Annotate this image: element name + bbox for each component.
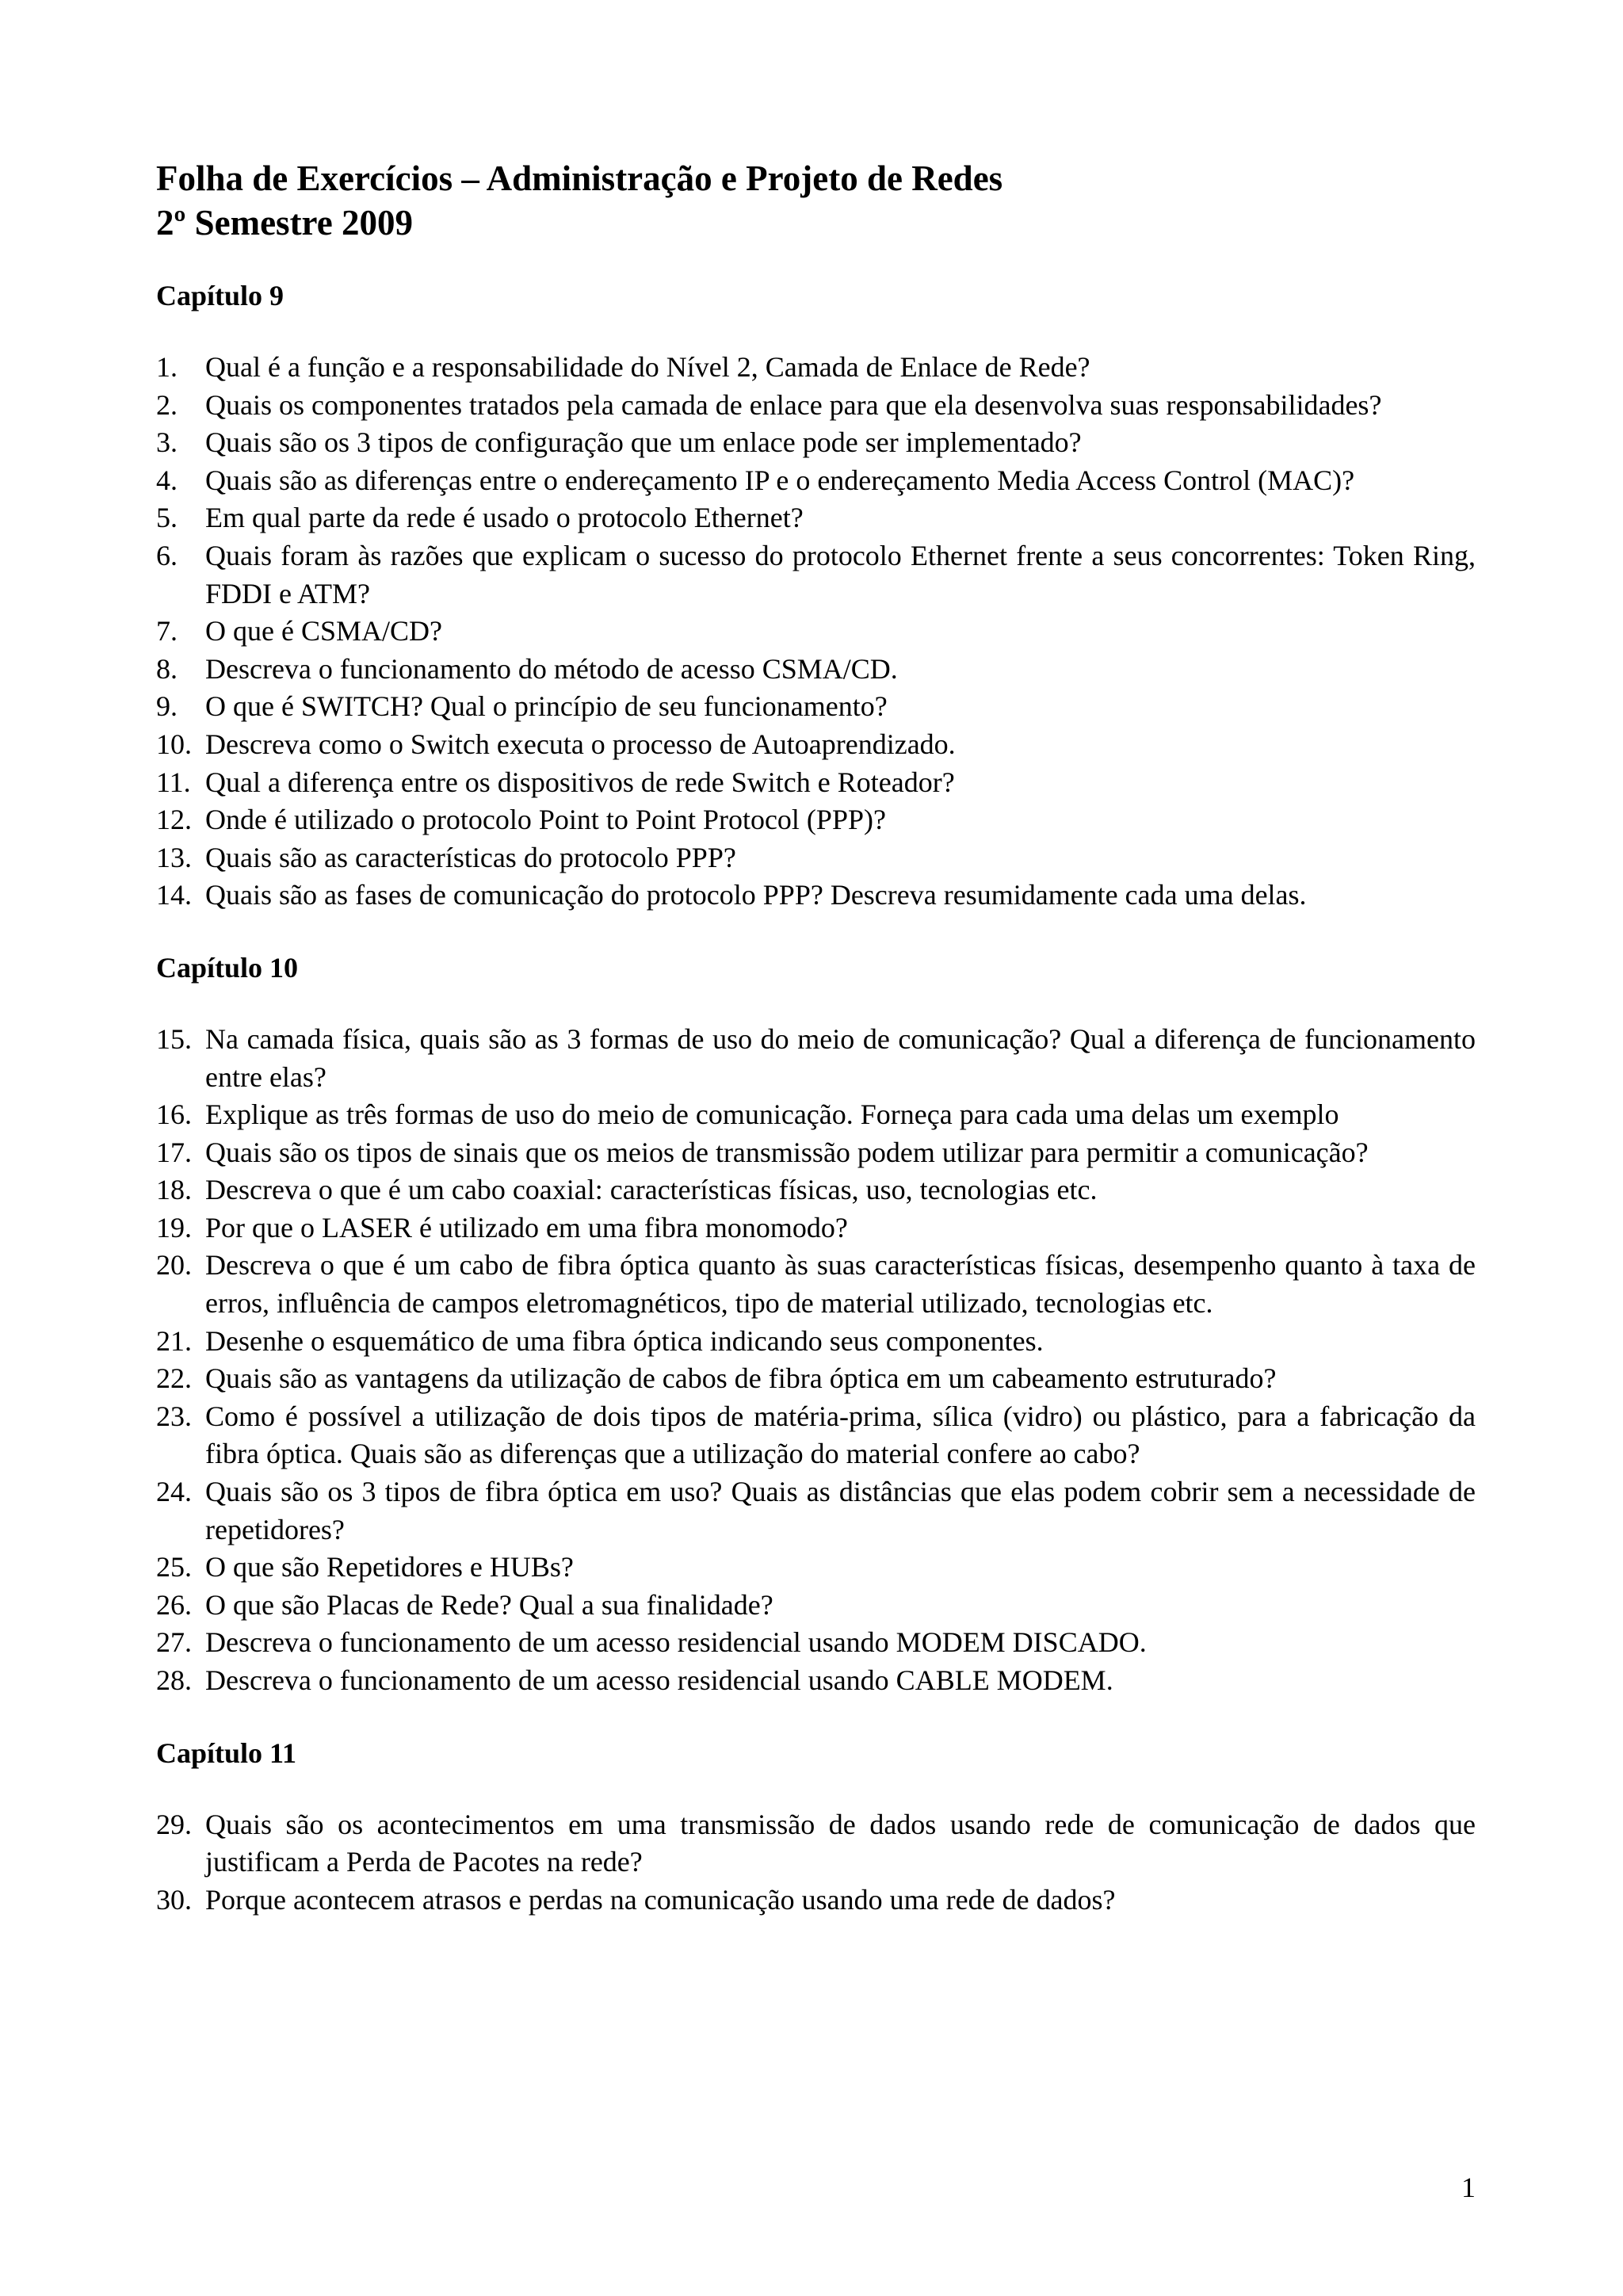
question-list-chapter-10 — [156, 1021, 1476, 1700]
chapter-heading-10: Capítulo 10 — [156, 951, 299, 984]
question-item — [156, 877, 1476, 915]
question-text: Descreva o que é um cabo coaxial: características físicas, uso, tecnologias etc. — [205, 1174, 1098, 1206]
question-number: 16. — [156, 1098, 192, 1131]
question-text: Desenhe o esquemático de uma fibra óptica indicando seus componentes. — [205, 1324, 1044, 1357]
question-number: 25. — [156, 1551, 192, 1584]
question-number: 6. — [156, 539, 178, 571]
question-number: 28. — [156, 1664, 192, 1696]
question-text: Em qual parte da rede é usado o protocolo Ethernet? — [205, 502, 804, 534]
question-list-chapter-9 — [156, 349, 1476, 915]
question-text: Descreva o funcionamento de um acesso residencial usando MODEM DISCADO. — [205, 1626, 1147, 1659]
question-number: 27. — [156, 1626, 192, 1659]
question-text: O que é SWITCH? Qual o princípio de seu funcionamento? — [205, 690, 888, 723]
question-item — [156, 1360, 1476, 1398]
question-number: 14. — [156, 879, 192, 911]
question-item — [156, 387, 1476, 425]
question-number: 13. — [156, 841, 192, 873]
question-number: 23. — [156, 1400, 192, 1432]
question-number: 22. — [156, 1362, 192, 1395]
chapter-heading-9: Capítulo 9 — [156, 280, 285, 311]
document-title: Folha de Exercícios – Administração e Projeto de Redes — [156, 159, 1003, 198]
question-item — [156, 1398, 1476, 1473]
question-item — [156, 1587, 1476, 1625]
question-number: 18. — [156, 1174, 192, 1206]
question-list-chapter-11 — [156, 1806, 1476, 1920]
question-number: 21. — [156, 1324, 192, 1357]
question-text: Quais são os 3 tipos de configuração que um enlace pode ser implementado? — [205, 426, 1082, 459]
question-item — [156, 1549, 1476, 1587]
question-text: Quais são os tipos de sinais que os meios de transmissão podem utilizar para permitir a comunicação? — [205, 1136, 1369, 1168]
question-number: 17. — [156, 1136, 192, 1168]
question-number: 9. — [156, 690, 178, 723]
question-item — [156, 1624, 1476, 1662]
question-item — [156, 537, 1476, 613]
document-content — [156, 156, 1476, 1919]
question-text: Na camada física, quais são as 3 formas de uso do meio de comunicação? Qual a diferença de funcionamento entre elas? — [205, 1022, 1476, 1093]
question-item — [156, 1473, 1476, 1549]
question-text: Quais são os acontecimentos em uma transmissão de dados usando rede de comunicação de dados que justificam a Perda de Pacotes na rede? — [205, 1808, 1476, 1878]
question-text: Porque acontecem atrasos e perdas na comunicação usando uma rede de dados? — [205, 1883, 1116, 1916]
question-item — [156, 1209, 1476, 1247]
question-text: Quais foram às razões que explicam o sucesso do protocolo Ethernet frente a seus concorrentes: Token Ring, FDDI e ATM? — [205, 539, 1476, 609]
question-text: Como é possível a utilização de dois tipos de matéria-prima, sílica (vidro) ou plástico, para a fabricação da fibra óptica. Quais são as diferenças que a utilização do material confere ao cabo? — [205, 1400, 1476, 1470]
question-text: Descreva o funcionamento do método de acesso CSMA/CD. — [205, 652, 898, 685]
question-item — [156, 1096, 1476, 1134]
question-item — [156, 651, 1476, 689]
question-text: Explique as três formas de uso do meio de comunicação. Forneça para cada uma delas um exemplo — [205, 1098, 1339, 1131]
question-number: 15. — [156, 1022, 192, 1055]
question-number: 19. — [156, 1211, 192, 1244]
question-number: 24. — [156, 1476, 192, 1508]
question-text: Descreva o funcionamento de um acesso residencial usando CABLE MODEM. — [205, 1664, 1113, 1696]
question-text: Descreva como o Switch executa o processo de Autoaprendizado. — [205, 728, 956, 760]
question-number: 7. — [156, 615, 178, 648]
question-number: 12. — [156, 804, 192, 836]
question-number: 2. — [156, 388, 178, 421]
question-text: Quais são as características do protocolo PPP? — [205, 841, 736, 873]
question-item — [156, 1662, 1476, 1700]
question-item — [156, 1323, 1476, 1361]
page-number: 1 — [1461, 2172, 1476, 2203]
question-text: Descreva o que é um cabo de fibra óptica quanto às suas características físicas, desempenho quanto à taxa de erros, influência de campos eletromagnéticos, tipo de material utilizado, tecnologias etc. — [205, 1249, 1476, 1320]
question-number: 1. — [156, 351, 178, 383]
question-number: 29. — [156, 1808, 192, 1840]
question-item — [156, 424, 1476, 462]
question-number: 10. — [156, 728, 192, 760]
question-text: O que é CSMA/CD? — [205, 615, 442, 648]
question-number: 20. — [156, 1249, 192, 1282]
question-number: 30. — [156, 1883, 192, 1916]
question-item — [156, 1171, 1476, 1209]
question-item — [156, 462, 1476, 500]
question-item — [156, 1134, 1476, 1172]
question-number: 3. — [156, 426, 178, 459]
question-text: O que são Repetidores e HUBs? — [205, 1551, 574, 1584]
question-item — [156, 688, 1476, 726]
question-text: Onde é utilizado o protocolo Point to Point Protocol (PPP)? — [205, 804, 886, 836]
question-number: 11. — [156, 766, 191, 798]
question-item — [156, 499, 1476, 537]
question-text: Qual a diferença entre os dispositivos de rede Switch e Roteador? — [205, 766, 955, 798]
question-item — [156, 726, 1476, 764]
question-number: 5. — [156, 502, 178, 534]
question-text: Quais os componentes tratados pela camada de enlace para que ela desenvolva suas responsabilidades? — [205, 388, 1382, 421]
document-subtitle: 2º Semestre 2009 — [156, 203, 413, 243]
chapter-heading-11: Capítulo 11 — [156, 1736, 297, 1769]
question-item — [156, 1806, 1476, 1881]
question-item — [156, 1247, 1476, 1322]
question-item — [156, 349, 1476, 387]
question-number: 8. — [156, 652, 178, 685]
question-number: 4. — [156, 464, 178, 496]
question-item — [156, 801, 1476, 839]
question-text: Qual é a função e a responsabilidade do Nível 2, Camada de Enlace de Rede? — [205, 351, 1090, 383]
question-text: Quais são as diferenças entre o endereçamento IP e o endereçamento Media Access Control (MAC)? — [205, 464, 1355, 496]
question-text: Por que o LASER é utilizado em uma fibra monomodo? — [205, 1211, 848, 1244]
question-item — [156, 839, 1476, 877]
question-item — [156, 1881, 1476, 1920]
question-item — [156, 764, 1476, 802]
question-text: Quais são as fases de comunicação do protocolo PPP? Descreva resumidamente cada uma delas. — [205, 879, 1307, 911]
question-text: Quais são os 3 tipos de fibra óptica em uso? Quais as distâncias que elas podem cobrir sem a necessidade de repetidores? — [205, 1476, 1476, 1545]
question-number: 26. — [156, 1588, 192, 1621]
question-text: Quais são as vantagens da utilização de cabos de fibra óptica em um cabeamento estruturado? — [205, 1362, 1277, 1395]
question-text: O que são Placas de Rede? Qual a sua finalidade? — [205, 1588, 773, 1621]
question-item — [156, 1021, 1476, 1096]
question-item — [156, 613, 1476, 651]
